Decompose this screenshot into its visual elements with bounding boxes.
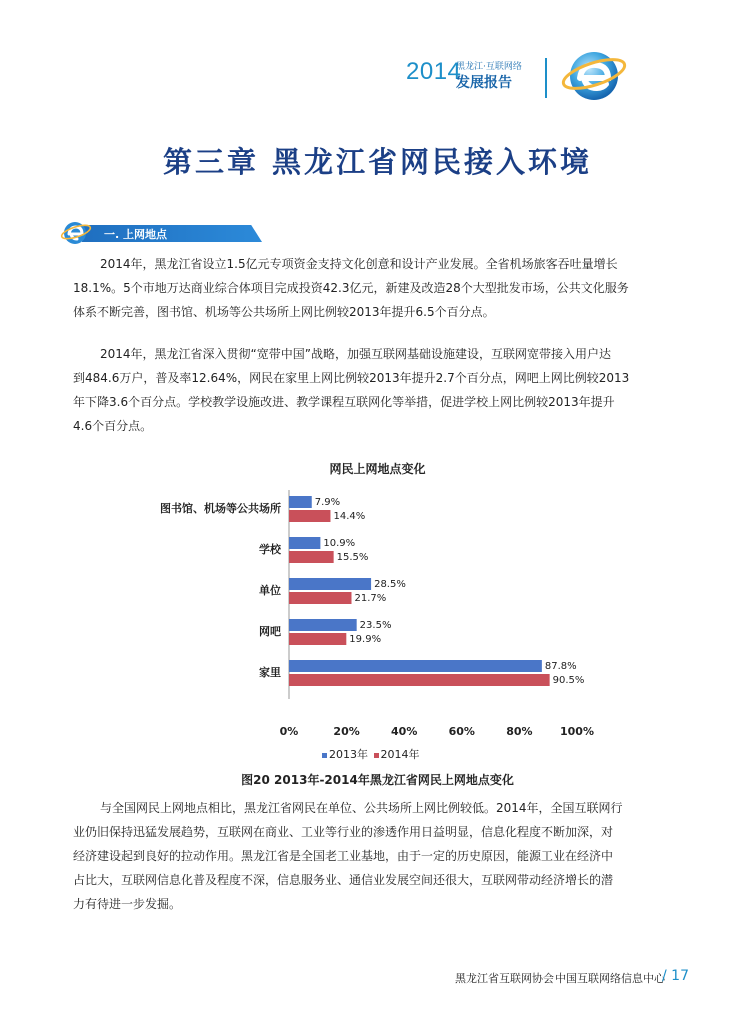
bar-chart: [0, 480, 755, 770]
bar-2013年: [289, 619, 357, 631]
category-label: 单位: [259, 584, 281, 597]
paragraph-line: 18.1%。5个市地万达商业综合体项目完成投资42.3亿元，新建及改造28个大型批发市场，公共文化服务: [73, 281, 629, 295]
footer-org-1: 黑龙江省互联网协会: [455, 972, 554, 985]
data-label: 14.4%: [333, 511, 366, 522]
category-label: 学校: [259, 543, 281, 556]
legend-swatch-2014: [374, 753, 379, 758]
paragraph-line: 到484.6万户，普及率12.64%，网民在家里上网比例较2013年提升2.7个百分点，网吧上网比例较2013: [73, 371, 630, 385]
category-label: 家里: [259, 666, 281, 679]
bar-2013年: [289, 578, 371, 590]
chapter-title: 第三章 黑龙江省网民接入环境: [162, 145, 593, 179]
chart-title: 网民上网地点变化: [329, 462, 426, 476]
chart-legend: [322, 746, 420, 762]
header-top-line: 黑龙江·互联网络: [456, 62, 522, 72]
bar-2013年: [289, 537, 320, 549]
header-year: 2014: [406, 58, 462, 85]
paragraph-line: 业仍旧保持迅猛发展趋势，互联网在商业、工业等行业的渗透作用日益明显，信息化程度不断加深，对: [73, 825, 614, 839]
data-label: 15.5%: [336, 552, 369, 563]
data-label: 10.9%: [323, 538, 356, 549]
x-tick-label: 60%: [448, 725, 475, 738]
x-tick-label: 0%: [279, 725, 299, 738]
paragraph-1: [73, 252, 685, 324]
x-tick-label: 80%: [506, 725, 533, 738]
section-heading: [60, 222, 210, 244]
category-label: 图书馆、机场等公共场所: [160, 502, 281, 515]
page-number: / 17: [662, 968, 689, 984]
data-label: 87.8%: [544, 661, 577, 672]
paragraph-line: 2014年，黑龙江省设立1.5亿元专项资金支持文化创意和设计产业发展。全省机场旅客吞吐量增长: [100, 257, 618, 271]
page-footer: [0, 970, 755, 990]
section-heading-label: 一. 上网地点: [104, 228, 168, 241]
header-divider: [545, 58, 547, 98]
x-tick-label: 20%: [333, 725, 360, 738]
data-label: 7.9%: [314, 497, 341, 508]
paragraph-line: 4.6个百分点。: [73, 419, 153, 433]
legend-label-2014: 2014年: [380, 748, 420, 761]
legend-swatch-2013: [322, 753, 327, 758]
page-header: [0, 0, 755, 110]
ie-globe-icon: [60, 218, 94, 248]
paragraph-line: 体系不断完善，图书馆、机场等公共场所上网比例较2013年提升6.5个百分点。: [73, 305, 495, 319]
bar-2014年: [289, 592, 351, 604]
legend-label-2013: 2013年: [329, 748, 368, 761]
x-tick-label: 100%: [560, 725, 594, 738]
paragraph-line: 2014年，黑龙江省深入贯彻“宽带中国”战略，加强互联网基础设施建设，互联网宽带接入用户达: [100, 347, 611, 361]
paragraph-2: [73, 342, 685, 438]
bar-2014年: [289, 510, 330, 522]
header-bottom-line: 发展报告: [456, 75, 512, 91]
bar-2013年: [289, 496, 312, 508]
figure-caption: 图20 2013年-2014年黑龙江省网民上网地点变化: [241, 773, 514, 787]
ie-globe-icon: [560, 44, 628, 104]
x-tick-label: 40%: [391, 725, 418, 738]
paragraph-3: [73, 796, 685, 916]
paragraph-line: 力有待进一步发掘。: [73, 897, 182, 911]
data-label: 19.9%: [349, 634, 382, 645]
paragraph-line: 与全国网民上网地点相比，黑龙江省网民在单位、公共场所上网比例较低。2014年，全国互联网行: [100, 801, 623, 815]
bar-2014年: [289, 633, 346, 645]
bar-2013年: [289, 660, 542, 672]
data-label: 90.5%: [552, 675, 585, 686]
footer-org-2: 中国互联网络信息中心: [555, 972, 665, 985]
data-label: 21.7%: [354, 593, 387, 604]
paragraph-line: 经济建设起到良好的拉动作用。黑龙江省是全国老工业基地，由于一定的历史原因，能源工业在经济中: [73, 849, 614, 863]
bar-2014年: [289, 674, 550, 686]
paragraph-line: 年下降3.6个百分点。学校教学设施改进、教学课程互联网化等举措，促进学校上网比例较2013年提升: [73, 395, 615, 409]
paragraph-line: 占比大，互联网信息化普及程度不深，信息服务业、通信业发展空间还很大，互联网带动经济增长的潜: [73, 873, 614, 887]
category-label: 网吧: [259, 625, 281, 638]
bar-2014年: [289, 551, 334, 563]
data-label: 23.5%: [359, 620, 392, 631]
data-label: 28.5%: [374, 579, 406, 590]
